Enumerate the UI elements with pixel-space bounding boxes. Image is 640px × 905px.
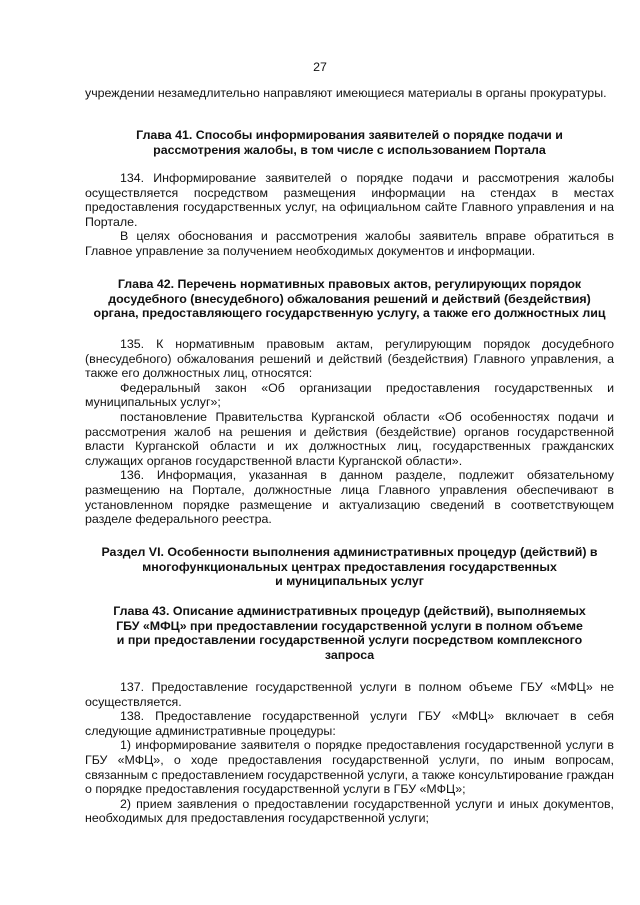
heading-line: Глава 42. Перечень нормативных правовых актов, регулирующих порядок [117,277,582,291]
heading-line: многофункциональных центрах предоставления государственных [142,559,557,574]
heading-line: ГБУ «МФЦ» при предоставлении государственной услуги в полном объеме [116,618,583,633]
heading-line: рассмотрения жалобы, в том числе с использованием Портала [153,142,546,157]
paragraph-135-federal-law: Федеральный закон «Об организации предоставления государственных и муниципальных услуг»; [85,380,614,410]
heading-line: досудебного (внесудебного) обжалования решений и действий (бездействия) [108,291,591,306]
chapter-43-heading [85,604,614,662]
paragraph-138-item-1: 1) информирование заявителя о порядке предоставления государственной услуги в ГБУ «МФЦ», о ходе предоставления государственной услуги, по иным вопросам, связанным с предоставлением государственной услуги, а также консультирование граждан о порядке предоставления государственной услуги в ГБУ «МФЦ»; [85,738,614,797]
heading-line: Раздел VI. Особенности выполнения административных процедур (действий) в [101,545,598,559]
paragraph-136: 136. Информация, указанная в данном разделе, подлежит обязательному размещению на Портале, должностные лица Главного управления обеспечивают в установленном порядке размещение и актуализацию сведений в соответствующем разделе федерального реестра. [85,468,614,527]
heading-line: запроса [324,647,375,662]
paragraph-138: 138. Предоставление государственной услуги ГБУ «МФЦ» включает в себя следующие административные процедуры: [85,709,614,738]
paragraph-135-resolution: постановление Правительства Курганской области «Об особенностях подачи и рассмотрения жалоб на решения и действия (бездействие) органов государственной власти Курганской области и их должностных лиц, государственных гражданских служащих органов государственной власти Курганской области». [85,409,614,468]
paragraph-135: 135. К нормативным правовым актам, регулирующим порядок досудебного (внесудебного) обжалования решений и действий (бездействия) Главного управления, а также его должностных лиц, относятся: [85,337,614,381]
heading-line: Глава 41. Способы информирования заявителей о порядке подачи и [136,128,563,142]
chapter-42-body [85,337,614,527]
heading-line: Глава 43. Описание административных процедур (действий), выполняемых [113,604,586,618]
chapter-42-heading [85,277,614,321]
heading-line: органа, предоставляющего государственную услугу, а также его должностных лиц [93,306,606,321]
chapter-41-body [85,171,614,259]
paragraph-137: 137. Предоставление государственной услуги в полном объеме ГБУ «МФЦ» не осуществляется. [85,680,614,709]
heading-line: и при предоставлении государственной услуги посредством комплексного [116,633,583,648]
chapter-41-heading [85,128,614,157]
paragraph-138-item-2: 2) прием заявления о предоставлении государственной услуги и иных документов, необходимых для предоставления государственной услуги; [85,796,614,826]
chapter-43-body [85,680,614,826]
heading-line: и муниципальных услуг [275,574,424,589]
page-number: 27 [313,60,327,74]
paragraph-134-continued: В целях обоснования и рассмотрения жалобы заявитель вправе обратиться в Главное управление за получением необходимых документов и информации. [85,229,614,258]
paragraph-134: 134. Информирование заявителей о порядке подачи и рассмотрения жалобы осуществляется посредством размещения информации на стендах в местах предоставления государственных услуг, на официальном сайте Главного управления и на Портале. [85,171,614,229]
paragraph-intro: учреждении незамедлительно направляют имеющиеся материалы в органы прокуратуры. [85,86,607,100]
section-6-heading [85,545,614,589]
